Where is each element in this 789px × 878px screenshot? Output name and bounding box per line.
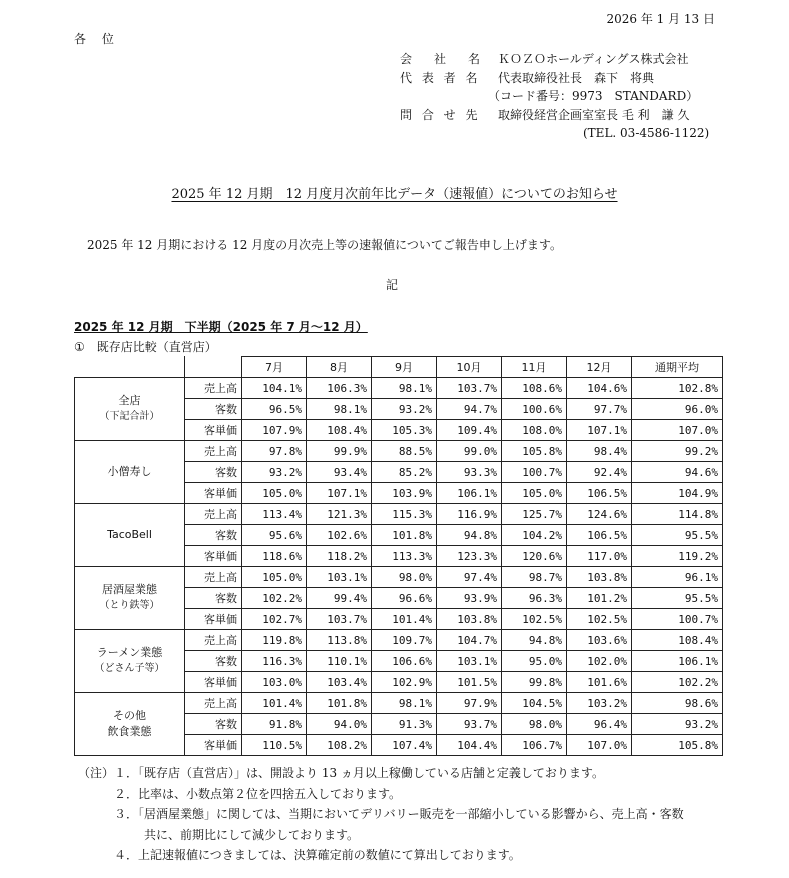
value-cell: 106.1% — [632, 651, 723, 672]
metric-cell: 客単価 — [185, 420, 242, 441]
value-cell: 110.1% — [307, 651, 372, 672]
document-date: 2026 年 1 月 13 日 — [606, 12, 715, 26]
document-title-text: 2025 年 12 月期 12 月度月次前年比データ（速報値）についてのお知らせ — [171, 187, 618, 202]
value-cell: 102.7% — [242, 609, 307, 630]
value-cell: 104.9% — [632, 483, 723, 504]
table-row — [75, 441, 723, 462]
value-cell: 98.1% — [372, 378, 437, 399]
value-cell: 124.6% — [567, 504, 632, 525]
value-cell: 101.6% — [567, 672, 632, 693]
value-cell: 93.7% — [437, 714, 502, 735]
company-label: 会 社 名 — [400, 52, 486, 66]
value-cell: 100.7% — [632, 609, 723, 630]
table-header-row — [75, 357, 723, 378]
category-name: ラーメン業態 — [96, 646, 163, 659]
value-cell: 96.5% — [242, 399, 307, 420]
value-cell: 105.3% — [372, 420, 437, 441]
value-cell: 99.4% — [307, 588, 372, 609]
value-cell: 102.5% — [502, 609, 567, 630]
value-cell: 123.3% — [437, 546, 502, 567]
value-cell: 119.2% — [632, 546, 723, 567]
value-cell: 96.6% — [372, 588, 437, 609]
table-row — [75, 504, 723, 525]
value-cell: 103.8% — [567, 567, 632, 588]
header-blank-cell — [75, 357, 185, 378]
contact-label: 問 合 せ 先 — [400, 107, 481, 122]
value-cell: 94.8% — [502, 630, 567, 651]
value-cell: 110.5% — [242, 735, 307, 756]
metric-cell: 売上高 — [185, 378, 242, 399]
value-cell: 98.1% — [372, 693, 437, 714]
note-line: （注）１．「既存店（直営店）」は、開設より 13 ヵ月以上稼働している店舗と定義しております。 — [78, 766, 604, 780]
value-cell: 98.0% — [372, 567, 437, 588]
value-cell: 113.3% — [372, 546, 437, 567]
value-cell: 125.7% — [502, 504, 567, 525]
value-cell: 91.8% — [242, 714, 307, 735]
addressee: 各 位 — [74, 32, 120, 46]
header-cell: 10月 — [437, 357, 502, 378]
value-cell: 98.0% — [502, 714, 567, 735]
value-cell: 107.9% — [242, 420, 307, 441]
value-cell: 95.6% — [242, 525, 307, 546]
value-cell: 95.5% — [632, 588, 723, 609]
value-cell: 103.7% — [307, 609, 372, 630]
value-cell: 102.2% — [632, 672, 723, 693]
metric-cell: 売上高 — [185, 567, 242, 588]
value-cell: 116.9% — [437, 504, 502, 525]
header-cell: 9月 — [372, 357, 437, 378]
value-cell: 105.8% — [632, 735, 723, 756]
value-cell: 121.3% — [307, 504, 372, 525]
value-cell: 107.1% — [567, 420, 632, 441]
value-cell: 102.0% — [567, 651, 632, 672]
value-cell: 101.8% — [307, 693, 372, 714]
code-value: （コード番号：9973 STANDARD） — [488, 89, 699, 103]
metric-cell: 客数 — [185, 399, 242, 420]
category-cell — [75, 630, 185, 693]
metric-cell: 客単価 — [185, 735, 242, 756]
table-row — [75, 630, 723, 651]
value-cell: 93.2% — [242, 462, 307, 483]
company-header — [400, 50, 730, 143]
value-cell: 106.5% — [567, 483, 632, 504]
tel-value: (TEL. 03-4586-1122) — [583, 126, 710, 140]
value-cell: 108.6% — [502, 378, 567, 399]
header-cell: 8月 — [307, 357, 372, 378]
category-name: 全店 — [118, 394, 141, 407]
metric-cell: 客単価 — [185, 672, 242, 693]
value-cell: 98.7% — [502, 567, 567, 588]
value-cell: 91.3% — [372, 714, 437, 735]
value-cell: 94.7% — [437, 399, 502, 420]
value-cell: 104.6% — [567, 378, 632, 399]
value-cell: 109.7% — [372, 630, 437, 651]
value-cell: 103.1% — [437, 651, 502, 672]
metric-cell: 客単価 — [185, 609, 242, 630]
category-subname: （とり鉄等） — [99, 600, 160, 611]
category-cell — [75, 504, 185, 567]
subsection-title: ① 既存店比較（直営店） — [74, 340, 217, 354]
value-cell: 115.3% — [372, 504, 437, 525]
value-cell: 99.2% — [632, 441, 723, 462]
category-cell — [75, 693, 185, 756]
value-cell: 103.4% — [307, 672, 372, 693]
value-cell: 104.5% — [502, 693, 567, 714]
value-cell: 97.7% — [567, 399, 632, 420]
category-subname: （下記合計） — [99, 411, 160, 422]
category-name: その他 — [113, 709, 146, 722]
header-cell: 11月 — [502, 357, 567, 378]
value-cell: 117.0% — [567, 546, 632, 567]
document-title — [0, 183, 789, 202]
value-cell: 103.2% — [567, 693, 632, 714]
category-name: TacoBell — [107, 528, 152, 541]
value-cell: 101.4% — [242, 693, 307, 714]
value-cell: 93.9% — [437, 588, 502, 609]
section-title: 2025 年 12 月期 下半期（2025 年 7 月～12 月） — [74, 320, 368, 334]
metric-cell: 売上高 — [185, 693, 242, 714]
value-cell: 106.6% — [372, 651, 437, 672]
value-cell: 99.0% — [437, 441, 502, 462]
value-cell: 101.4% — [372, 609, 437, 630]
category-cell — [75, 441, 185, 504]
header-cell: 12月 — [567, 357, 632, 378]
value-cell: 104.1% — [242, 378, 307, 399]
value-cell: 99.8% — [502, 672, 567, 693]
value-cell: 106.3% — [307, 378, 372, 399]
category-name: 小僧寿し — [107, 465, 152, 478]
value-cell: 101.8% — [372, 525, 437, 546]
value-cell: 114.8% — [632, 504, 723, 525]
note-line: ４．上記速報値につきましては、決算確定前の数値にて算出しております。 — [78, 848, 521, 862]
value-cell: 93.2% — [372, 399, 437, 420]
value-cell: 97.9% — [437, 693, 502, 714]
value-cell: 113.4% — [242, 504, 307, 525]
value-cell: 103.8% — [437, 609, 502, 630]
value-cell: 93.4% — [307, 462, 372, 483]
value-cell: 107.0% — [632, 420, 723, 441]
value-cell: 93.2% — [632, 714, 723, 735]
value-cell: 102.8% — [632, 378, 723, 399]
value-cell: 108.4% — [307, 420, 372, 441]
value-cell: 105.0% — [502, 483, 567, 504]
value-cell: 107.0% — [567, 735, 632, 756]
value-cell: 100.7% — [502, 462, 567, 483]
metric-cell: 客単価 — [185, 546, 242, 567]
value-cell: 93.3% — [437, 462, 502, 483]
value-cell: 99.9% — [307, 441, 372, 462]
value-cell: 98.1% — [307, 399, 372, 420]
value-cell: 109.4% — [437, 420, 502, 441]
value-cell: 96.4% — [567, 714, 632, 735]
value-cell: 94.6% — [632, 462, 723, 483]
value-cell: 94.8% — [437, 525, 502, 546]
category-cell — [75, 378, 185, 441]
value-cell: 95.0% — [502, 651, 567, 672]
value-cell: 119.8% — [242, 630, 307, 651]
value-cell: 85.2% — [372, 462, 437, 483]
table-row — [75, 693, 723, 714]
value-cell: 102.5% — [567, 609, 632, 630]
category-name: 居酒屋業態 — [102, 583, 157, 596]
value-cell: 92.4% — [567, 462, 632, 483]
value-cell: 96.3% — [502, 588, 567, 609]
note-line: 共に、前期比にして減少しております。 — [144, 827, 360, 842]
company-value: ＫＯＺＯホールディングス株式会社 — [498, 52, 689, 66]
metric-cell: 客数 — [185, 714, 242, 735]
note-line: ２．比率は、小数点第２位を四捨五入しております。 — [78, 786, 402, 801]
value-cell: 105.8% — [502, 441, 567, 462]
value-cell: 118.2% — [307, 546, 372, 567]
value-cell: 104.7% — [437, 630, 502, 651]
value-cell: 103.0% — [242, 672, 307, 693]
value-cell: 106.1% — [437, 483, 502, 504]
rep-label: 代 表 者 名 — [400, 70, 481, 85]
value-cell: 118.6% — [242, 546, 307, 567]
value-cell: 106.7% — [502, 735, 567, 756]
value-cell: 104.2% — [502, 525, 567, 546]
header-blank-cell — [185, 357, 242, 378]
notes — [78, 763, 684, 866]
metric-cell: 売上高 — [185, 441, 242, 462]
value-cell: 108.4% — [632, 630, 723, 651]
table-row — [75, 378, 723, 399]
value-cell: 102.6% — [307, 525, 372, 546]
metric-cell: 売上高 — [185, 504, 242, 525]
value-cell: 96.0% — [632, 399, 723, 420]
value-cell: 103.9% — [372, 483, 437, 504]
value-cell: 102.2% — [242, 588, 307, 609]
value-cell: 98.6% — [632, 693, 723, 714]
metric-cell: 客数 — [185, 651, 242, 672]
value-cell: 108.0% — [502, 420, 567, 441]
contact-value: 取締役経営企画室室長 毛 利 謙 久 — [498, 107, 690, 122]
table-row — [75, 567, 723, 588]
value-cell: 104.4% — [437, 735, 502, 756]
value-cell: 108.2% — [307, 735, 372, 756]
note-line: ３．「居酒屋業態」に関しては、当期においてデリバリー販売を一部縮小している影響から、売上高・客数 — [78, 807, 684, 821]
value-cell: 105.0% — [242, 483, 307, 504]
value-cell: 105.0% — [242, 567, 307, 588]
category-subname: （どさん子等） — [94, 663, 165, 674]
header-cell: 7月 — [242, 357, 307, 378]
value-cell: 98.4% — [567, 441, 632, 462]
value-cell: 96.1% — [632, 567, 723, 588]
metric-cell: 客単価 — [185, 483, 242, 504]
value-cell: 101.5% — [437, 672, 502, 693]
value-cell: 102.9% — [372, 672, 437, 693]
value-cell: 97.8% — [242, 441, 307, 462]
category-subname: 飲食業態 — [107, 725, 152, 738]
value-cell: 101.2% — [567, 588, 632, 609]
value-cell: 94.0% — [307, 714, 372, 735]
metric-cell: 客数 — [185, 588, 242, 609]
value-cell: 95.5% — [632, 525, 723, 546]
value-cell: 103.1% — [307, 567, 372, 588]
header-cell: 通期平均 — [632, 357, 723, 378]
metric-cell: 客数 — [185, 462, 242, 483]
value-cell: 107.1% — [307, 483, 372, 504]
rep-value: 代表取締役社長 森下 将典 — [498, 70, 655, 85]
value-cell: 100.6% — [502, 399, 567, 420]
value-cell: 88.5% — [372, 441, 437, 462]
value-cell: 113.8% — [307, 630, 372, 651]
ki-marker: 記 — [386, 278, 399, 292]
value-cell: 97.4% — [437, 567, 502, 588]
category-cell — [75, 567, 185, 630]
value-cell: 116.3% — [242, 651, 307, 672]
value-cell: 107.4% — [372, 735, 437, 756]
comparison-table — [74, 356, 723, 756]
intro-text: 2025 年 12 月期における 12 月度の月次売上等の速報値についてご報告申し上げます。 — [87, 238, 562, 252]
value-cell: 103.7% — [437, 378, 502, 399]
value-cell: 120.6% — [502, 546, 567, 567]
metric-cell: 売上高 — [185, 630, 242, 651]
metric-cell: 客数 — [185, 525, 242, 546]
value-cell: 103.6% — [567, 630, 632, 651]
value-cell: 106.5% — [567, 525, 632, 546]
